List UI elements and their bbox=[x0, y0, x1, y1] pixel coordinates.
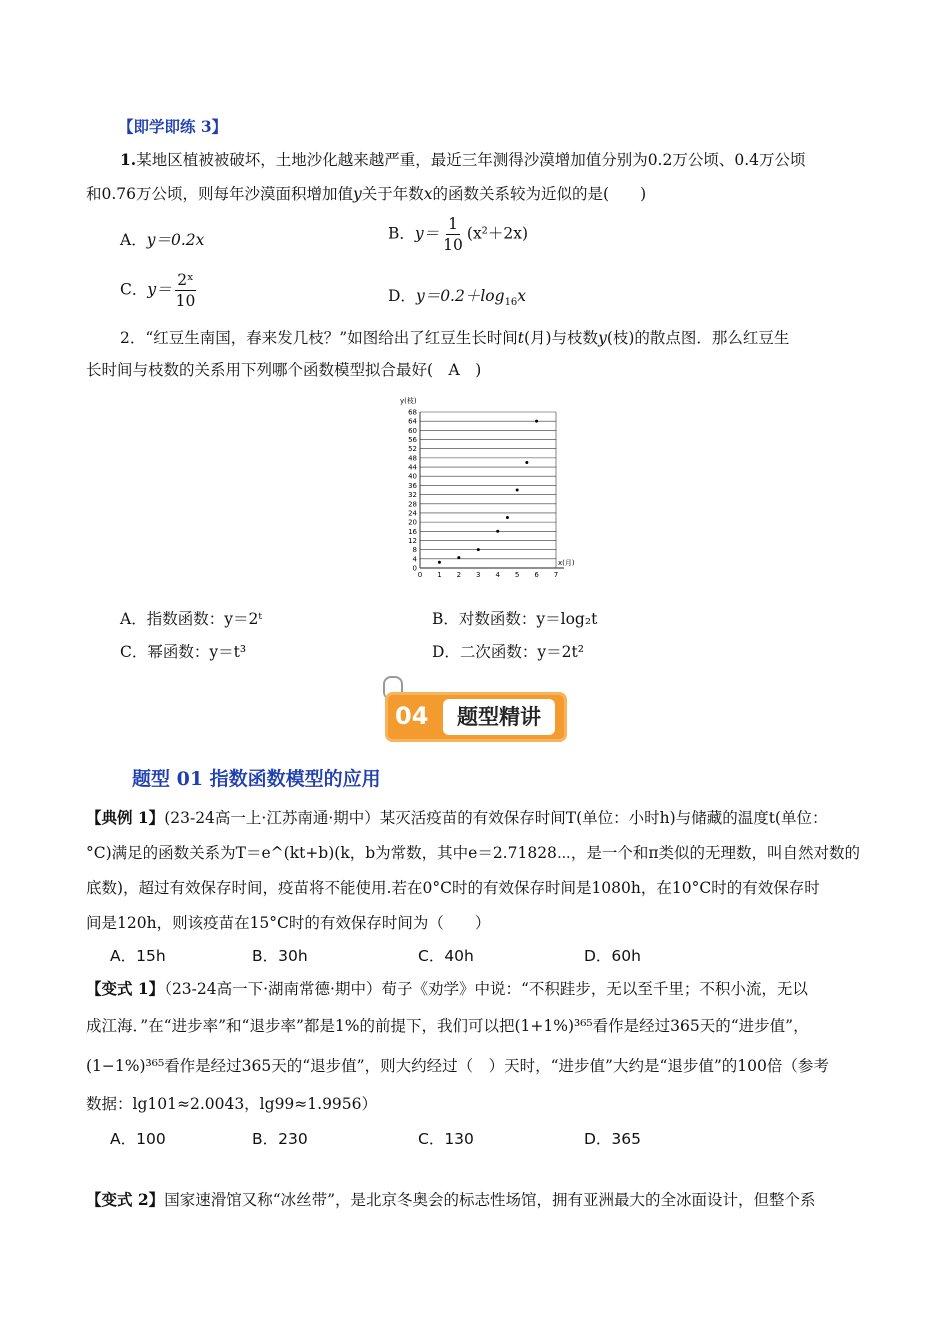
q1-text: 某地区植被被破坏，土地沙化越来越严重，最近三年测得沙漠增加值分别为0.2万公顷、0.4万公顷 bbox=[136, 151, 806, 169]
practice-heading: 【即学即练 3】 bbox=[118, 117, 228, 136]
data-point bbox=[477, 548, 480, 551]
example1-line1: 【典例 1】(23-24高一上·江苏南通·期中）某灭活疫苗的有效保存时间T(单位：小时h)与储藏的温度t(单位： bbox=[86, 808, 828, 827]
q1-text-line2: 和0.76万公顷，则每年沙漠面积增加值y关于年数x的函数关系较为近似的是( ) bbox=[86, 185, 647, 203]
y-tick-label: 40 bbox=[408, 472, 417, 481]
variant2-tag: 【变式 2】 bbox=[86, 1190, 165, 1209]
data-point bbox=[525, 461, 528, 464]
section-number: 04 bbox=[395, 702, 429, 730]
y-tick-label: 32 bbox=[408, 491, 417, 500]
x-tick-label: 7 bbox=[553, 571, 559, 579]
y-tick-label: 8 bbox=[412, 546, 417, 555]
fraction: $\frac{1}{10}$ bbox=[443, 215, 463, 254]
variant2-line1: 【变式 2】国家速滑馆又称“冰丝带”，是北京冬奥会的标志性场馆，拥有亚洲最大的全冰面设计，但整个系 bbox=[86, 1190, 816, 1209]
y-axis-label: y(枝) bbox=[400, 397, 417, 405]
y-tick-label: 52 bbox=[408, 445, 417, 454]
x-tick-label: 0 bbox=[417, 571, 423, 579]
y-tick-label: 12 bbox=[408, 536, 417, 545]
y-tick-label: 68 bbox=[408, 408, 417, 417]
q2-option-a: A．指数函数：y＝2ᵗ bbox=[120, 610, 263, 628]
y-tick-label: 64 bbox=[408, 417, 417, 426]
q1-option-b: B．y＝ $\frac{1}{10}$ (x²＋2x) bbox=[388, 215, 529, 254]
variant1-option-a: A．100 bbox=[110, 1130, 166, 1148]
variant1-line1: 【变式 1】（23-24高一下·湖南常德·期中）荀子《劝学》中说：“不积跬步，无以至千里；不积小流，无以 bbox=[86, 979, 808, 998]
section-banner bbox=[385, 692, 567, 742]
example1-line3: 底数)，超过有效保存时间，疫苗将不能使用.若在0°C时的有效保存时间是1080h，在10°C时的有效保存时 bbox=[86, 879, 820, 897]
example1-tag: 【典例 1】 bbox=[86, 808, 165, 827]
variant1-line2: 成江海．”在“进步率”和“退步率”都是1%的前提下，我们可以把(1+1%)³⁶⁵看作是经过365天的“进步值”， bbox=[86, 1017, 809, 1035]
q1-option-d: D．$y=0.2+\log_{16}x$ bbox=[388, 287, 527, 309]
q2-option-b: B．对数函数：y＝log₂t bbox=[432, 610, 598, 628]
q1-option-c: C．y＝ $\frac{\text{2ˣ}}{10}$ bbox=[120, 271, 196, 310]
question-1 bbox=[86, 143, 866, 177]
q1-number: 1. bbox=[120, 150, 137, 169]
data-point bbox=[535, 420, 538, 423]
example1-line2: °C)满足的函数关系为T＝e^(kt+b)(k，b为常数，其中e＝2.71828⋯，是一个和π类似的无理数，叫自然对数的 bbox=[86, 844, 861, 862]
fraction: $\frac{\text{2ˣ}}{10}$ bbox=[175, 271, 196, 310]
type01-heading: 题型 01 指数函数模型的应用 bbox=[132, 768, 381, 790]
x-tick-label: 1 bbox=[437, 571, 442, 579]
x-tick-label: 6 bbox=[534, 571, 539, 579]
x-tick-label: 4 bbox=[495, 571, 500, 579]
y-tick-label: 20 bbox=[408, 518, 417, 527]
variant1-option-c: C．130 bbox=[418, 1130, 474, 1148]
data-point bbox=[496, 530, 499, 533]
data-point bbox=[516, 489, 519, 492]
variant1-line3: (1−1%)³⁶⁵看作是经过365天的“退步值”，则大约经过（ ）天时，“进步值”大约是“退步值”的100倍（参考 bbox=[86, 1057, 829, 1075]
example1-option-d: D．60h bbox=[584, 947, 641, 965]
variant1-line4: 数据：lg101≈2.0043，lg99≈1.9956） bbox=[86, 1095, 378, 1113]
y-tick-label: 28 bbox=[408, 500, 417, 509]
variant1-tag: 【变式 1】 bbox=[86, 979, 165, 998]
q2-text-line1: 2．“红豆生南国，春来发几枝？”如图给出了红豆生长时间t(月)与枝数y(枝)的散点图．那么红豆生 bbox=[120, 329, 790, 347]
y-tick-label: 56 bbox=[408, 436, 417, 445]
example1-option-a: A．15h bbox=[110, 947, 166, 965]
example1-option-b: B．30h bbox=[252, 947, 308, 965]
x-axis-label: x(月) bbox=[558, 559, 575, 567]
y-tick-label: 44 bbox=[408, 463, 417, 472]
data-point bbox=[506, 516, 509, 519]
q1-option-a: A．y＝0.2x bbox=[120, 231, 205, 249]
y-tick-label: 4 bbox=[412, 555, 417, 564]
example1-option-c: C．40h bbox=[418, 947, 474, 965]
example1-line4: 间是120h，则该疫苗在15°C时的有效保存时间为（ ） bbox=[86, 914, 491, 932]
variant1-option-d: D．365 bbox=[584, 1130, 642, 1148]
q2-option-c: C．幂函数：y＝t³ bbox=[120, 643, 247, 661]
y-tick-label: 0 bbox=[412, 564, 417, 573]
q2-option-d: D．二次函数：y＝2t² bbox=[432, 643, 584, 661]
y-tick-label: 16 bbox=[408, 527, 417, 536]
x-tick-label: 5 bbox=[514, 571, 520, 579]
scatter-chart bbox=[398, 392, 598, 592]
y-tick-label: 48 bbox=[408, 454, 417, 463]
section-label: 题型精讲 bbox=[443, 699, 555, 735]
variant1-option-b: B．230 bbox=[252, 1130, 308, 1148]
x-tick-label: 2 bbox=[456, 571, 462, 579]
x-tick-label: 3 bbox=[476, 571, 481, 579]
q2-text-line2: 长时间与枝数的关系用下列哪个函数模型拟合最好( A ) bbox=[86, 361, 482, 379]
y-tick-label: 24 bbox=[408, 509, 417, 518]
data-point bbox=[457, 556, 460, 559]
y-tick-label: 60 bbox=[408, 426, 417, 435]
data-point bbox=[438, 561, 441, 564]
y-tick-label: 36 bbox=[408, 481, 417, 490]
